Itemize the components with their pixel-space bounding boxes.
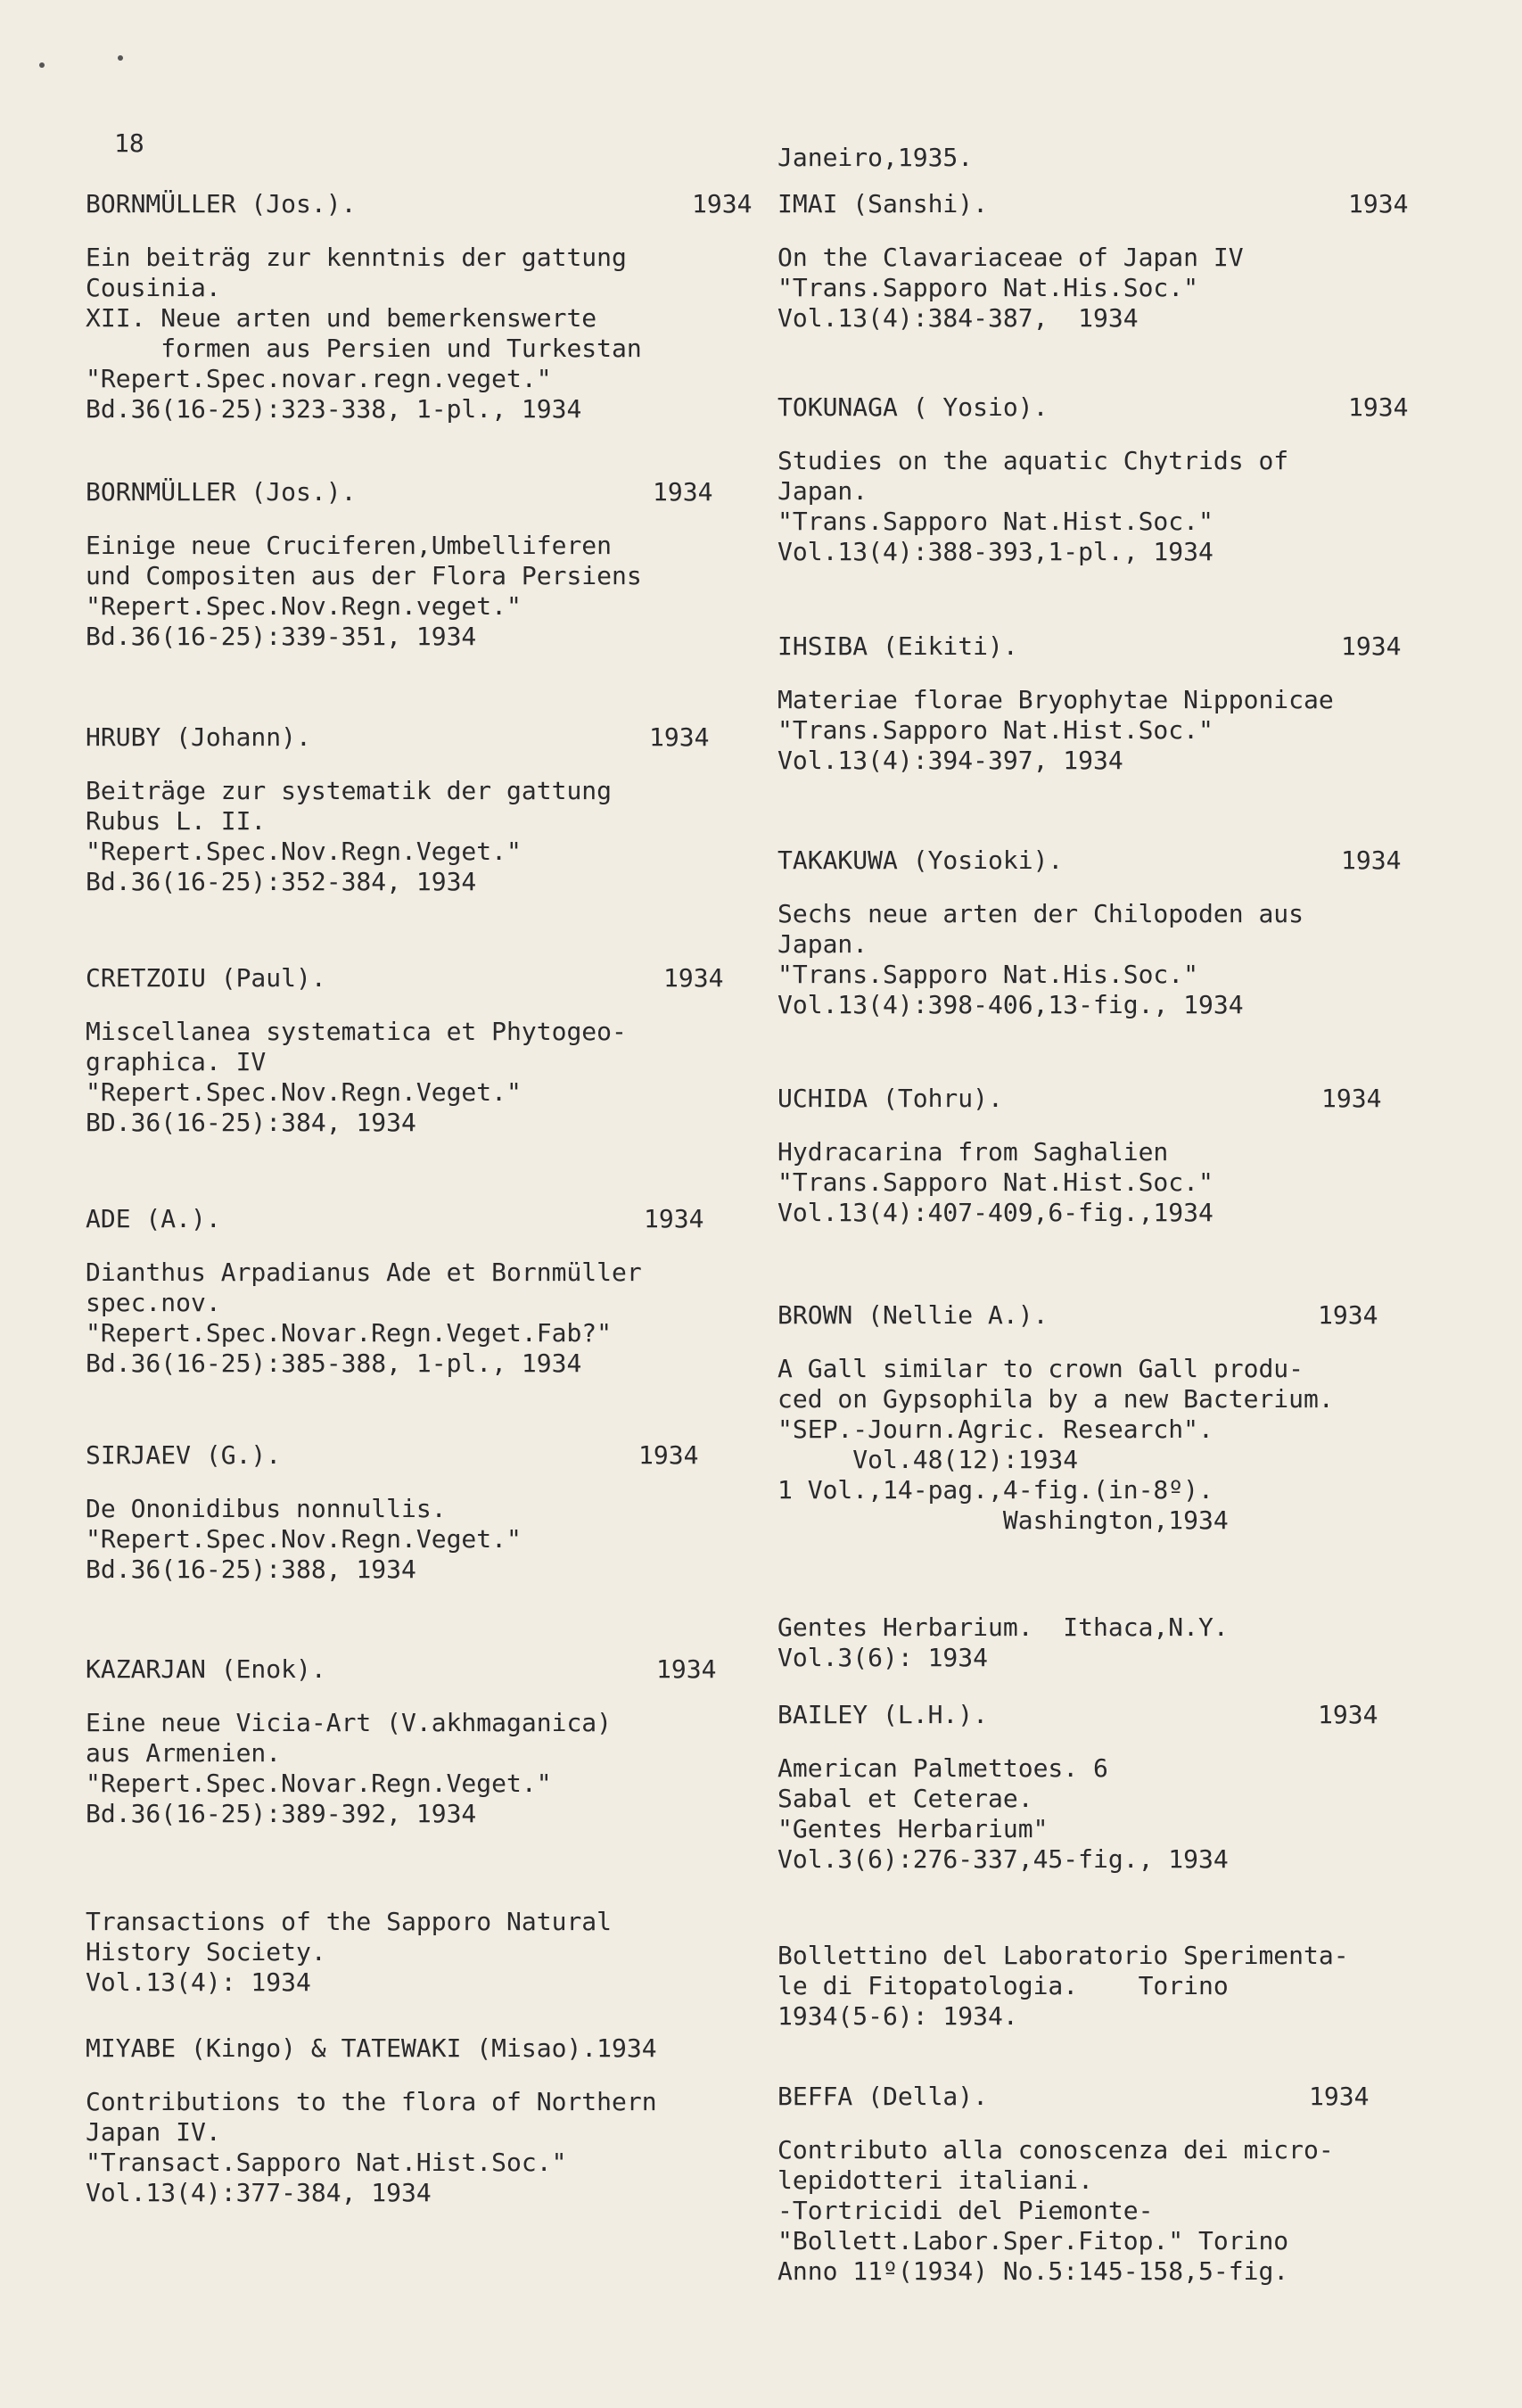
entry-line: Vol.13(4):388-393,1-pl., 1934 — [777, 537, 1213, 566]
entry-line: Vol.13(4):394-397, 1934 — [777, 746, 1123, 775]
right-column-entry — [777, 392, 1491, 567]
entry-author: BORNMÜLLER (Jos.). — [86, 189, 357, 219]
entry-line: le di Fitopatologia. Torino — [777, 1971, 1229, 2000]
right-column-entry — [777, 845, 1491, 1020]
entry-line: Sabal et Ceterae. — [777, 1784, 1033, 1813]
entry-year: 1934 — [653, 477, 713, 507]
left-column-entry — [86, 1654, 790, 1829]
entry-line: Bd.36(16-25):339-351, 1934 — [86, 622, 477, 651]
entry-heading — [86, 1204, 790, 1240]
entry-line: "Transact.Sapporo Nat.Hist.Soc." — [86, 2148, 567, 2177]
entry-line: lepidotteri italiani. — [777, 2165, 1094, 2195]
entry-line: "SEP.-Journ.Agric. Research". — [777, 1414, 1213, 1444]
entry-line: Einige neue Cruciferen,Umbelliferen — [86, 531, 613, 560]
entry-heading — [86, 722, 790, 758]
entry-line: Vol.13(4):377-384, 1934 — [86, 2178, 432, 2207]
entry-line: Vol.3(6): 1934 — [777, 1643, 989, 1672]
entry-year: 1934 — [649, 722, 710, 752]
entry-line: Dianthus Arpadianus Ade et Bornmüller — [86, 1258, 642, 1287]
left-column-entry — [86, 189, 790, 425]
left-column-entry — [86, 2033, 790, 2208]
entry-line: Vol.3(6):276-337,45-fig., 1934 — [777, 1844, 1229, 1874]
entry-author: BAILEY (L.H.). — [777, 1700, 989, 1729]
entry-line: Japan. — [777, 929, 868, 959]
page-number: 18 — [114, 128, 144, 158]
entry-line: 1934(5-6): 1934. — [777, 2001, 1018, 2031]
entry-line: Japan. — [777, 476, 868, 506]
entry-line: Transactions of the Sapporo Natural — [86, 1907, 613, 1936]
entry-line: Beiträge zur systematik der gattung — [86, 776, 613, 805]
entry-line: XII. Neue arten und bemerkenswerte — [86, 303, 597, 333]
entry-year: 1934 — [1309, 2082, 1370, 2111]
entry-heading — [777, 392, 1491, 428]
entry-heading — [86, 477, 790, 513]
left-column-entry — [86, 1204, 790, 1379]
entry-year: 1934 — [1321, 1084, 1382, 1113]
entry-year: 1934 — [692, 189, 753, 219]
entry-line: A Gall similar to crown Gall produ- — [777, 1354, 1304, 1383]
entry-line: "Gentes Herbarium" — [777, 1814, 1049, 1843]
entry-author: KAZARJAN (Enok). — [86, 1654, 326, 1684]
entry-line: Vol.48(12):1934 — [777, 1445, 1079, 1474]
entry-line: graphica. IV — [86, 1047, 267, 1076]
entry-line: "Trans.Sapporo Nat.Hist.Soc." — [777, 1167, 1213, 1197]
right-column-entry — [777, 1700, 1491, 1875]
right-column-entry — [777, 631, 1491, 776]
entry-heading — [86, 2033, 790, 2069]
entry-author: HRUBY (Johann). — [86, 722, 311, 752]
entry-heading — [86, 189, 790, 225]
right-column-entry — [777, 1612, 1491, 1673]
right-column-entry — [777, 1300, 1491, 1536]
entry-line: Bd.36(16-25):389-392, 1934 — [86, 1799, 477, 1828]
entry-line: Hydracarina from Saghalien — [777, 1137, 1169, 1167]
entry-line: "Repert.Spec.Nov.Regn.Veget." — [86, 1077, 522, 1107]
entry-author: BROWN (Nellie A.). — [777, 1300, 1049, 1330]
entry-line: und Compositen aus der Flora Persiens — [86, 561, 642, 590]
entry-line: "Repert.Spec.Novar.Regn.Veget.Fab?" — [86, 1318, 613, 1348]
right-column-entry — [777, 1084, 1491, 1228]
entry-line: Eine neue Vicia-Art (V.akhmaganica) — [86, 1708, 613, 1737]
entry-author: UCHIDA (Tohru). — [777, 1084, 1003, 1113]
entry-line: "Repert.Spec.novar.regn.veget." — [86, 364, 552, 393]
right-column-entry — [777, 143, 1491, 173]
entry-line: Vol.13(4):398-406,13-fig., 1934 — [777, 990, 1244, 1019]
entry-heading — [86, 1440, 790, 1476]
entry-heading — [86, 963, 790, 999]
entry-line: Bollettino del Laboratorio Sperimenta- — [777, 1941, 1349, 1970]
entry-line: formen aus Persien und Turkestan — [86, 334, 642, 363]
entry-year: 1934 — [644, 1204, 704, 1233]
entry-line: Bd.36(16-25):323-338, 1-pl., 1934 — [86, 394, 582, 424]
entry-author: TAKAKUWA (Yosioki). — [777, 845, 1064, 875]
entry-line: "Trans.Sapporo Nat.His.Soc." — [777, 960, 1199, 989]
entry-heading — [777, 1700, 1491, 1736]
entry-line: aus Armenien. — [86, 1738, 282, 1768]
entry-heading — [777, 1300, 1491, 1336]
entry-year: 1934 — [1318, 1300, 1378, 1330]
left-column-entry — [86, 963, 790, 1138]
entry-author: TOKUNAGA ( Yosio). — [777, 392, 1049, 422]
entry-heading — [777, 2082, 1491, 2117]
entry-year: 1934 — [1348, 392, 1409, 422]
entry-line: Ein beiträg zur kenntnis der gattung — [86, 243, 627, 272]
entry-year: 1934 — [1318, 1700, 1378, 1729]
entry-author: BEFFA (Della). — [777, 2082, 989, 2111]
entry-line: Rubus L. II. — [86, 806, 267, 836]
entry-line: Materiae florae Bryophytae Nipponicae — [777, 685, 1334, 714]
entry-year: 1934 — [638, 1440, 699, 1470]
entry-author: BORNMÜLLER (Jos.). — [86, 477, 357, 507]
entry-line: "Repert.Spec.Nov.Regn.Veget." — [86, 1524, 522, 1554]
entry-author: MIYABE (Kingo) & TATEWAKI (Misao).1934 — [86, 2033, 657, 2063]
entry-author: CRETZOIU (Paul). — [86, 963, 326, 993]
entry-line: Anno 11º(1934) No.5:145-158,5-fig. — [777, 2256, 1289, 2286]
entry-line: Contributions to the flora of Northern — [86, 2087, 657, 2116]
entry-author: SIRJAEV (G.). — [86, 1440, 282, 1470]
entry-line: De Ononidibus nonnullis. — [86, 1494, 447, 1523]
entry-line: Janeiro,1935. — [777, 143, 974, 172]
right-column-entry — [777, 2082, 1491, 2287]
entry-author: IMAI (Sanshi). — [777, 189, 989, 219]
entry-line: Bd.36(16-25):385-388, 1-pl., 1934 — [86, 1348, 582, 1378]
entry-line: Cousinia. — [86, 273, 221, 302]
entry-line: On the Clavariaceae of Japan IV — [777, 243, 1244, 272]
entry-line: Washington,1934 — [777, 1505, 1229, 1535]
entry-line: "Repert.Spec.Nov.Regn.veget." — [86, 591, 522, 621]
entry-year: 1934 — [656, 1654, 717, 1684]
entry-line: "Trans.Sapporo Nat.His.Soc." — [777, 273, 1199, 302]
entry-year: 1934 — [663, 963, 724, 993]
entry-line: Vol.13(4):407-409,6-fig.,1934 — [777, 1198, 1213, 1227]
entry-line: Sechs neue arten der Chilopoden aus — [777, 899, 1304, 928]
entry-line: "Trans.Sapporo Nat.Hist.Soc." — [777, 715, 1213, 745]
entry-year: 1934 — [1341, 845, 1402, 875]
entry-year: 1934 — [1341, 631, 1402, 661]
entry-line: Vol.13(4):384-387, 1934 — [777, 303, 1139, 333]
right-column-entry — [777, 189, 1491, 334]
entry-line: "Bollett.Labor.Sper.Fitop." Torino — [777, 2226, 1289, 2255]
entry-heading — [777, 845, 1491, 881]
entry-author: ADE (A.). — [86, 1204, 221, 1233]
entry-line: Gentes Herbarium. Ithaca,N.Y. — [777, 1612, 1229, 1642]
entry-line: spec.nov. — [86, 1288, 221, 1317]
entry-line: American Palmettoes. 6 — [777, 1753, 1108, 1783]
right-column-entry — [777, 1941, 1491, 2032]
entry-line: -Tortricidi del Piemonte- — [777, 2196, 1154, 2225]
entry-heading — [86, 1654, 790, 1690]
entry-line: BD.36(16-25):384, 1934 — [86, 1108, 416, 1137]
left-column-entry — [86, 1440, 790, 1585]
entry-heading — [777, 1084, 1491, 1119]
left-column-entry — [86, 477, 790, 652]
entry-line: "Repert.Spec.Nov.Regn.Veget." — [86, 837, 522, 866]
entry-line: Bd.36(16-25):388, 1934 — [86, 1554, 416, 1584]
entry-line: History Society. — [86, 1937, 326, 1967]
entry-line: Miscellanea systematica et Phytogeo- — [86, 1017, 627, 1046]
entry-line: ced on Gypsophila by a new Bacterium. — [777, 1384, 1334, 1414]
entry-line: Bd.36(16-25):352-384, 1934 — [86, 867, 477, 896]
entry-heading — [777, 189, 1491, 225]
entry-line: Japan IV. — [86, 2117, 221, 2147]
entry-line: 1 Vol.,14-pag.,4-fig.(in-8º). — [777, 1475, 1213, 1505]
entry-line: Vol.13(4): 1934 — [86, 1967, 311, 1997]
left-column-entry — [86, 1907, 790, 1998]
left-column-entry — [86, 722, 790, 897]
entry-heading — [777, 631, 1491, 667]
entry-line: "Repert.Spec.Novar.Regn.Veget." — [86, 1769, 552, 1798]
entry-author: IHSIBA (Eikiti). — [777, 631, 1018, 661]
entry-line: Contributo alla conoscenza dei micro- — [777, 2135, 1334, 2165]
entry-year: 1934 — [1348, 189, 1409, 219]
entry-line: "Trans.Sapporo Nat.Hist.Soc." — [777, 507, 1213, 536]
entry-line: Studies on the aquatic Chytrids of — [777, 446, 1289, 475]
